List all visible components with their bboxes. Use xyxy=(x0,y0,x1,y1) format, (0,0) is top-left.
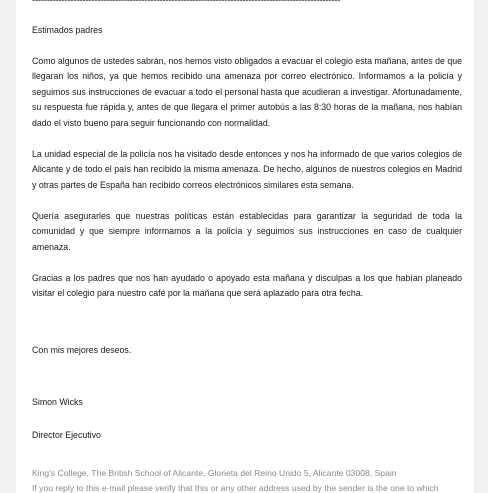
email-paragraph-safety-policy: Quería asegurarles que nuestras políticas están establecidas para garantizar la seguridad de toda la comunidad y que siempre informamos a la policía y seguimos sus instrucciones en caso de cualquier amenaza. xyxy=(32,210,462,252)
email-message xyxy=(32,23,462,493)
divider-line: -------------------------------------------------------------------------------------------------------- xyxy=(32,0,341,6)
email-paragraph-evacuation: Como algunos de ustedes sabrán, nos hemos visto obligados a evacuar el colegio esta mañana, antes de que llegaran los niños, ya que hemos recibido una amenaza por correo electrónico. Informamos a la policía y seguimos sus instrucciones de evacuar a todo el personal hasta que acudieran a investigar. Afortunadamente, su respuesta fue rápida y, antes de que llegara el primer autobús a las 8:30 horas de la mañana, nos habían dado el visto bueno para seguir funcionando con normalidad. xyxy=(32,55,462,128)
email-closing: Con mis mejores deseos. xyxy=(32,344,132,355)
signature-title: Director Ejecutivo xyxy=(32,429,101,440)
email-footer xyxy=(32,466,462,493)
footer-notice: If you reply to this e-mail please verify that this or any other address used by the sender is the one to which xyxy=(32,482,439,493)
signature-name: Simon Wicks xyxy=(32,397,83,407)
email-paragraph-police-visit: La unidad especial de la policía nos ha visitado desde entonces y nos ha informado de que varios colegios de Alicante y de todo el país han recibido la misma amenaza. De hecho, algunos de nuestros colegios en Madrid y otras partes de España han recibido correos electrónicos similares esta semana. xyxy=(32,148,462,190)
email-paragraph-thanks: Gracias a los padres que nos han ayudado o apoyado esta mañana y disculpas a los que habían planeado visitar el colegio para nuestro café por la mañana que será aplazado para otra fecha. xyxy=(32,272,462,298)
email-greeting: Estimados padres xyxy=(32,25,103,35)
email-body-pane xyxy=(16,0,474,493)
footer-address: King's College, The British School of Alicante, Glorieta del Reino Unido 5, Alicante 03008, Spain xyxy=(32,468,397,478)
